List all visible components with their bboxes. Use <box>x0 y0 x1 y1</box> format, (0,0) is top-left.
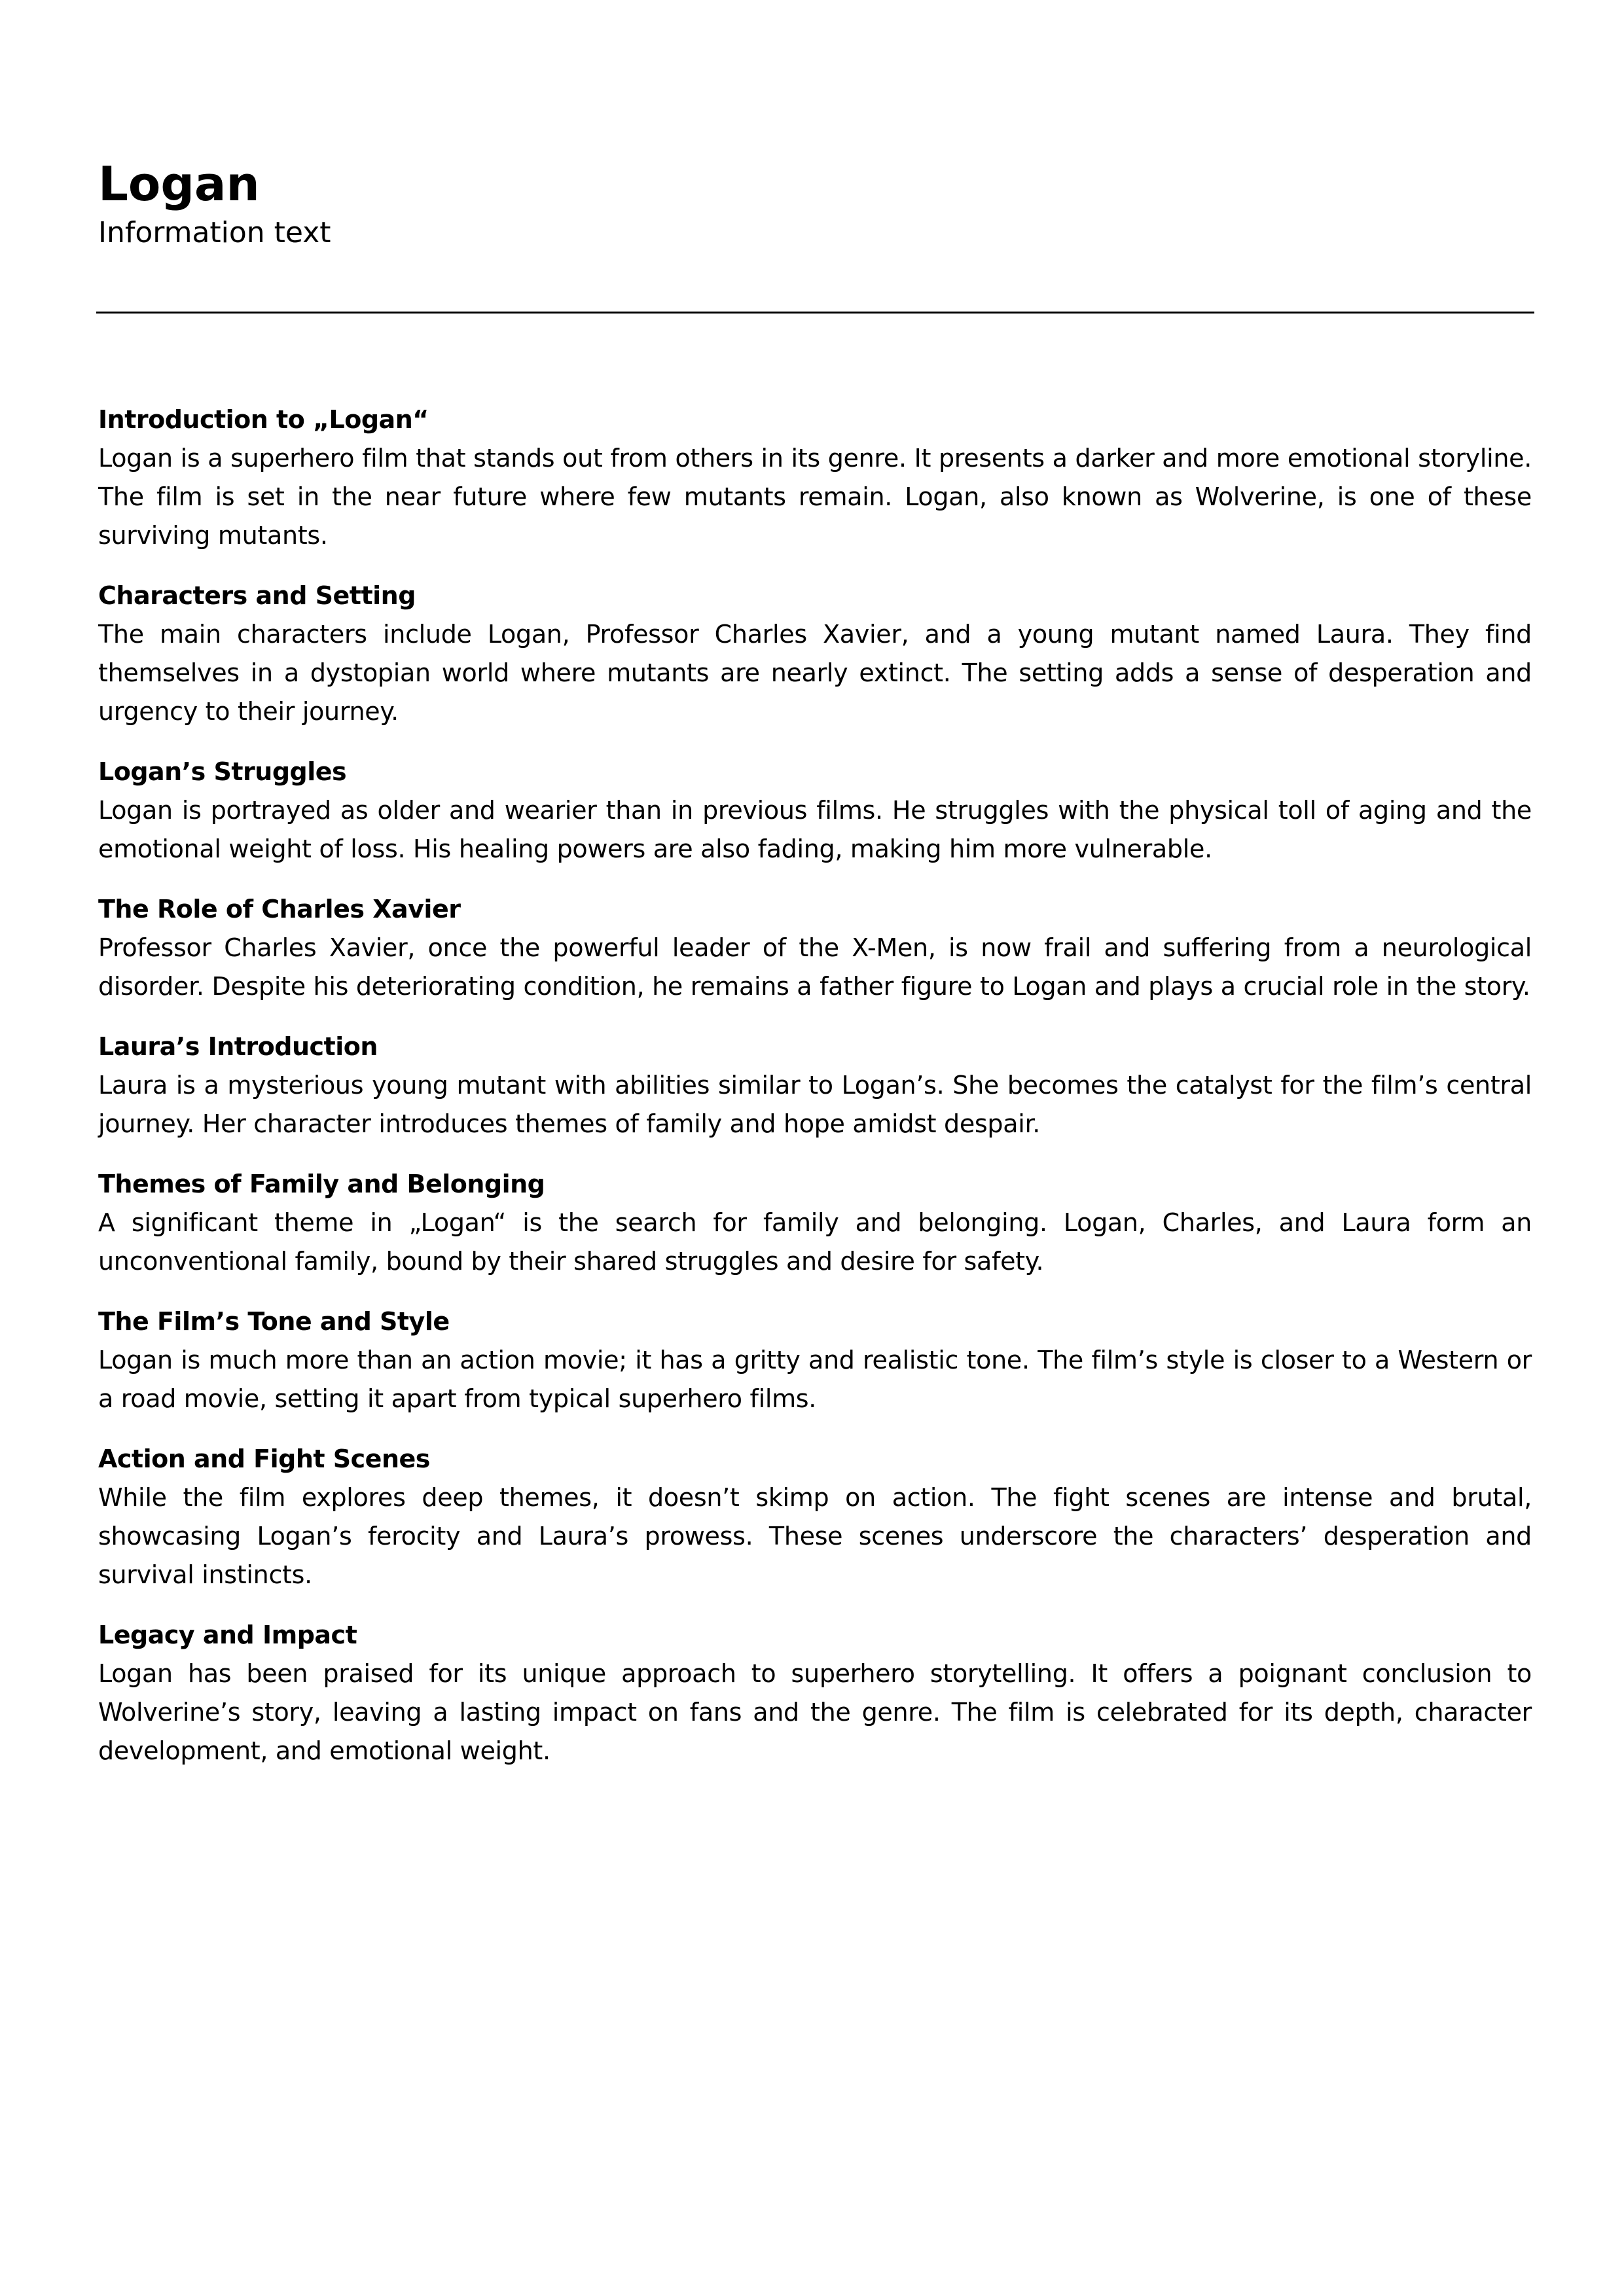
section-characters-and-setting <box>98 577 1532 731</box>
section-lauras-introduction <box>98 1028 1532 1143</box>
section-heading: Characters and Setting <box>98 581 416 610</box>
section-paragraph: A significant theme in „Logan“ is the search for family and belonging. Logan, Charles, and Laura form an unconventional family, bound by their shared struggles and desire for safety. <box>98 1208 1532 1276</box>
section-introduction <box>98 401 1532 555</box>
section-paragraph: The main characters include Logan, Professor Charles Xavier, and a young mutant named Laura. They find themselves in a dystopian world where mutants are nearly extinct. The setting adds a sense of desperation and urgency to their journey. <box>98 620 1532 726</box>
section-heading: Action and Fight Scenes <box>98 1444 430 1473</box>
section-legacy-and-impact <box>98 1616 1532 1770</box>
section-paragraph: Logan is a superhero film that stands out from others in its genre. It presents a darker and more emotional storyline. The film is set in the near future where few mutants remain. Logan, also known as Wolverine, is one of these surviving mutants. <box>98 444 1532 550</box>
section-themes-of-family <box>98 1165 1532 1281</box>
section-action-and-fight-scenes <box>98 1440 1532 1594</box>
section-paragraph: Logan is much more than an action movie; it has a gritty and realistic tone. The film’s style is closer to a Western or a road movie, setting it apart from typical superhero films. <box>98 1346 1532 1413</box>
document-header <box>98 154 1532 251</box>
document-body <box>98 401 1532 1792</box>
document-title: Logan <box>98 156 260 211</box>
section-heading: Laura’s Introduction <box>98 1032 378 1061</box>
section-paragraph: Logan is portrayed as older and wearier than in previous films. He struggles with the physical toll of aging and the emotional weight of loss. His healing powers are also fading, making him more vulnerable. <box>98 796 1532 863</box>
section-tone-and-style <box>98 1302 1532 1418</box>
section-role-of-charles-xavier <box>98 890 1532 1006</box>
header-divider <box>96 312 1534 314</box>
section-heading: Introduction to „Logan“ <box>98 405 429 434</box>
section-paragraph: While the film explores deep themes, it doesn’t skimp on action. The fight scenes are intense and brutal, showcasing Logan’s ferocity and Laura’s prowess. These scenes underscore the characters’ desperation and survival instincts. <box>98 1483 1532 1589</box>
section-paragraph: Professor Charles Xavier, once the powerful leader of the X-Men, is now frail and suffering from a neurological disorder. Despite his deteriorating condition, he remains a father figure to Logan and plays a crucial role in the story. <box>98 933 1532 1001</box>
section-heading: Legacy and Impact <box>98 1621 357 1649</box>
section-heading: The Film’s Tone and Style <box>98 1307 450 1336</box>
section-paragraph: Laura is a mysterious young mutant with abilities similar to Logan’s. She becomes the catalyst for the film’s central journey. Her character introduces themes of family and hope amidst despair. <box>98 1071 1532 1138</box>
section-logans-struggles <box>98 753 1532 869</box>
section-heading: The Role of Charles Xavier <box>98 895 461 924</box>
section-paragraph: Logan has been praised for its unique approach to superhero storytelling. It offers a poignant conclusion to Wolverine’s story, leaving a lasting impact on fans and the genre. The film is celebrated for its depth, character development, and emotional weight. <box>98 1659 1532 1765</box>
document-subtitle: Information text <box>98 216 331 249</box>
section-heading: Logan’s Struggles <box>98 757 347 786</box>
section-heading: Themes of Family and Belonging <box>98 1170 545 1198</box>
